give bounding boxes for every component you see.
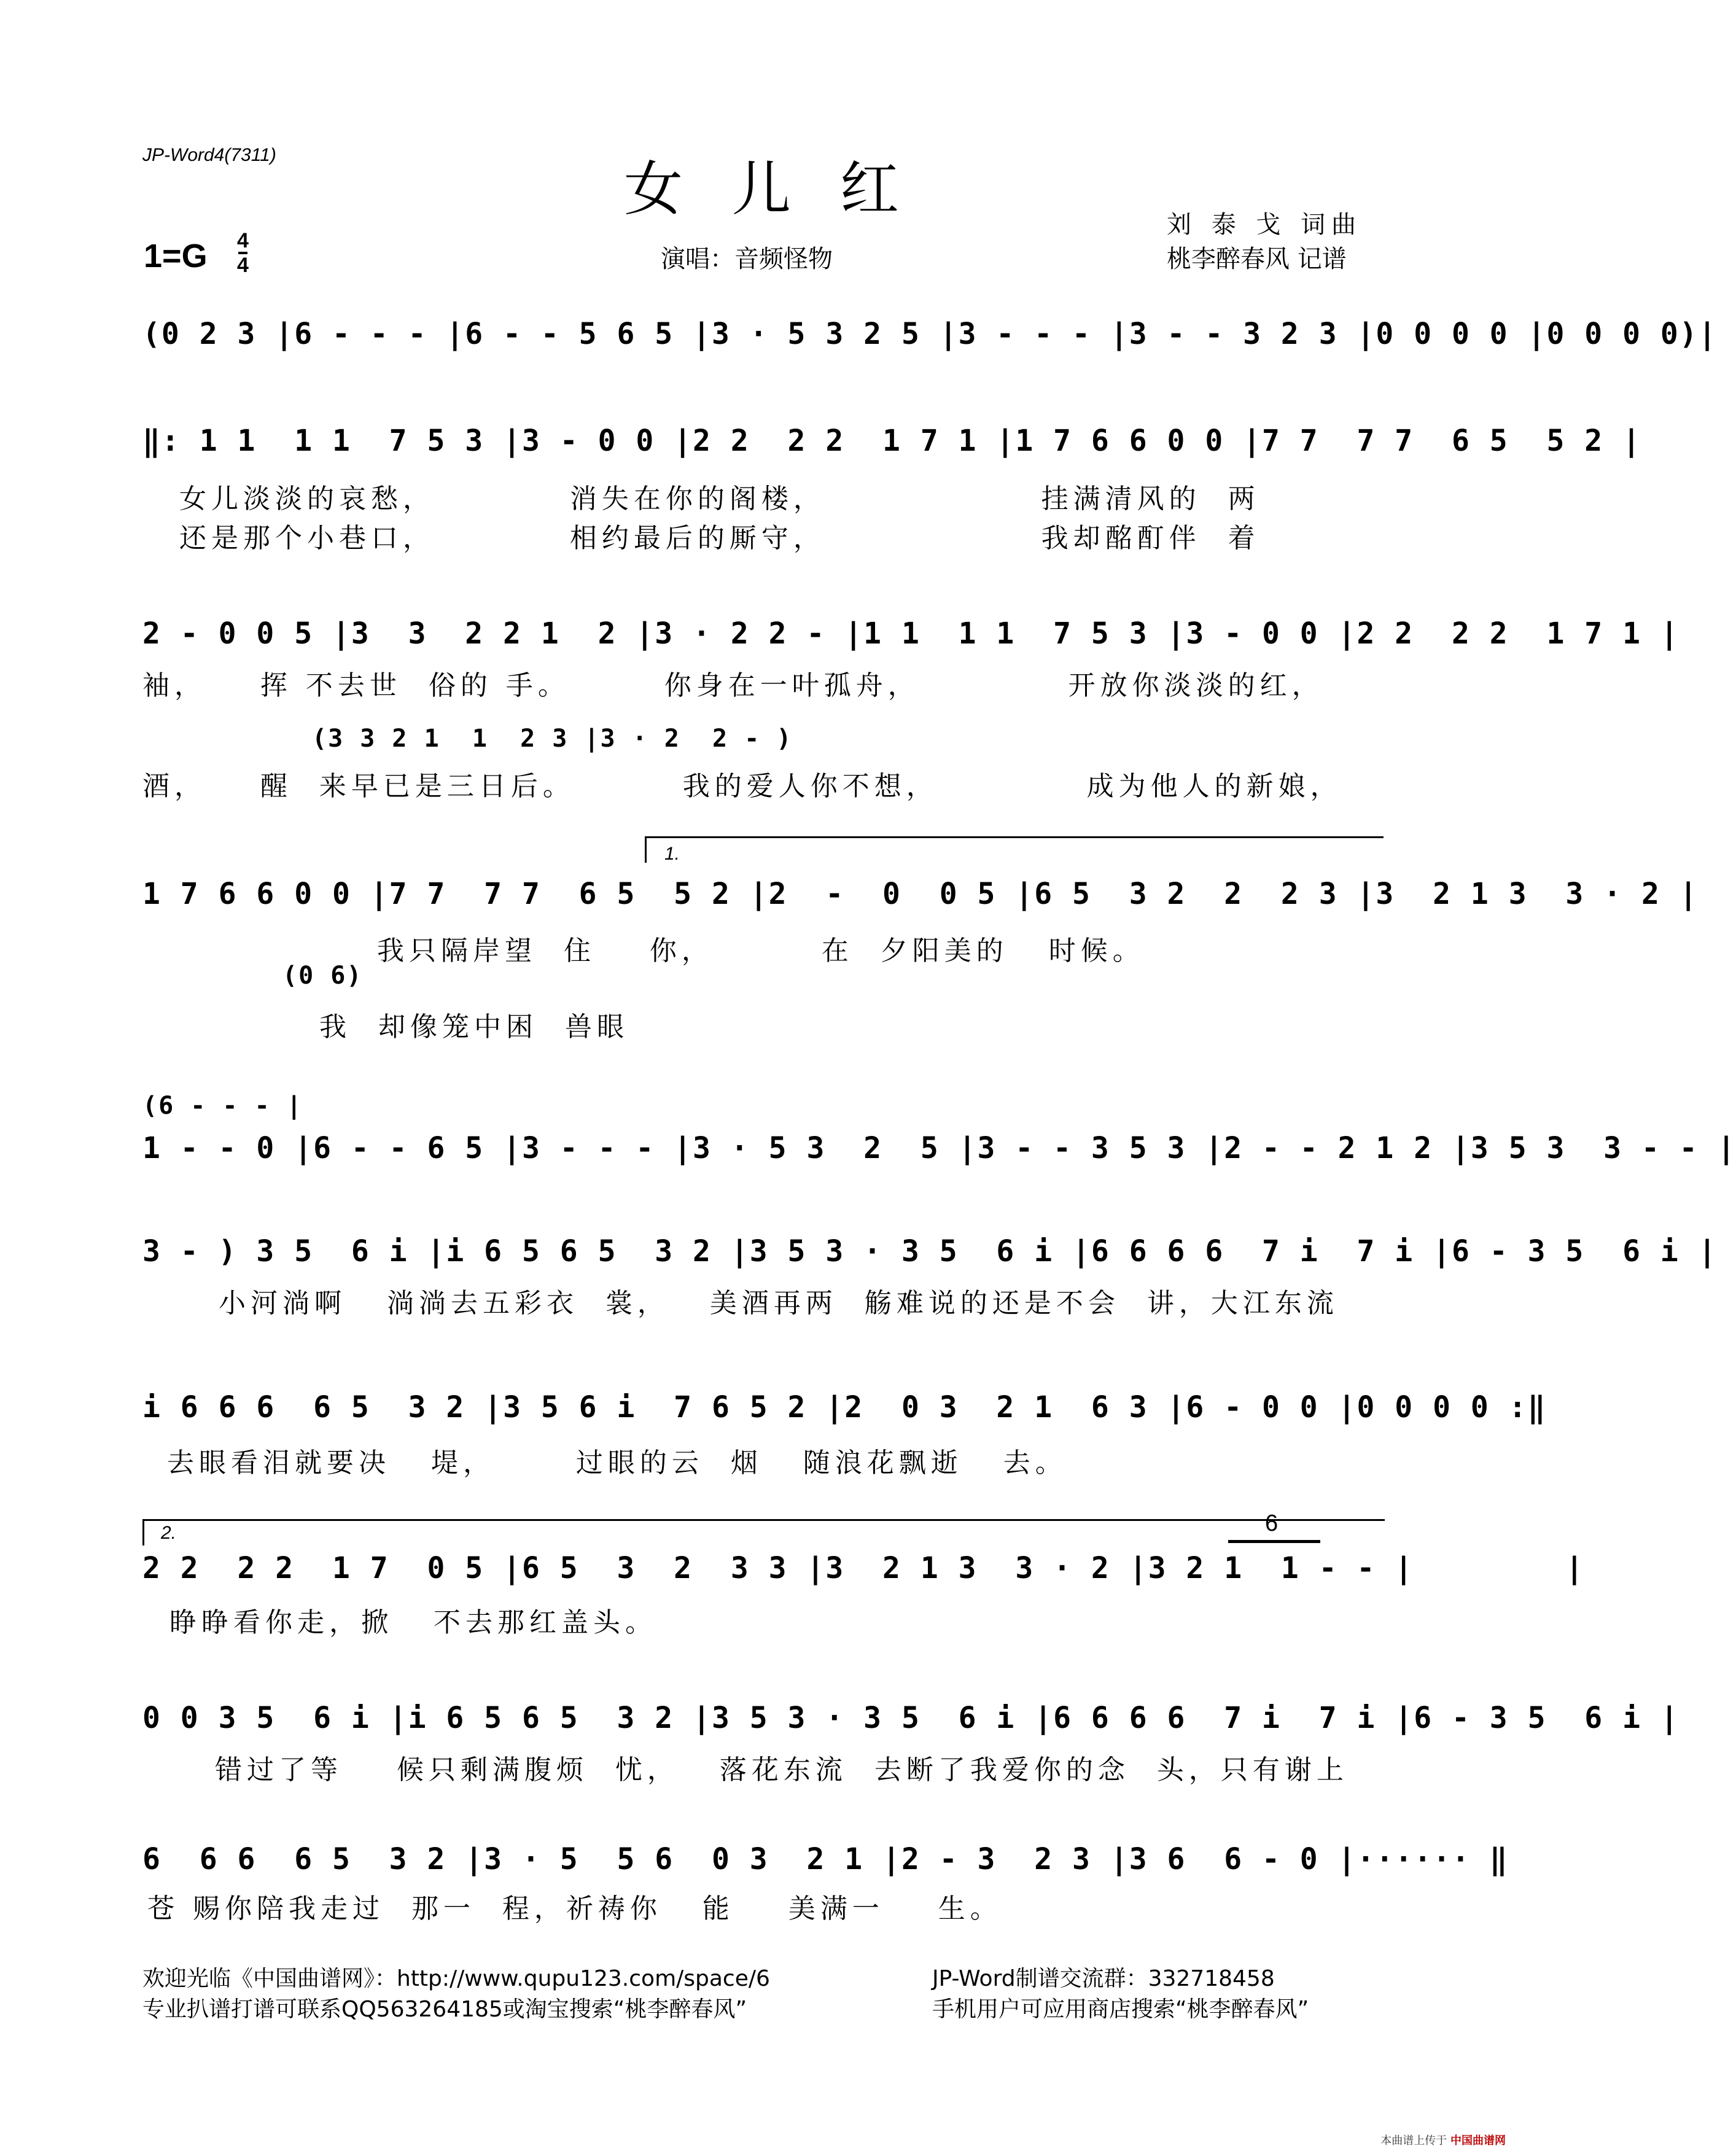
second-ending-bracket — [142, 1519, 1385, 1546]
lyric-line-2b: 酒， 醒 来早已是三日后。 我的爱人你不想， 成为他人的新娘， — [142, 771, 1342, 802]
footer-app-store: 手机用户可应用商店搜索“桃李醉春风” — [932, 1997, 1309, 2022]
software-label: JP-Word4(7311) — [142, 145, 276, 165]
lyric-line-1a: 女儿淡淡的哀愁， 消失在你的阁楼， 挂满清风的 两 — [179, 483, 1260, 515]
singer: 演唱：音频怪物 — [661, 245, 833, 273]
score-row-2: 2 - 0 0 5 |3 3 2 2 1 2 |3 · 2 2 - |1 1 1 1 7 5 3 |3 - 0 0 |2 2 2 2 1 7 1 | — [142, 616, 1680, 651]
upload-stamp — [1380, 2132, 1506, 2148]
key-signature: 1=G — [144, 238, 208, 274]
time-signature-bottom: 4 — [237, 254, 249, 277]
tuplet-bracket — [1228, 1540, 1320, 1543]
first-ending-label: 1. — [664, 844, 680, 864]
tuplet-number: 6 — [1265, 1511, 1279, 1536]
lyric-line-9: 苍 赐你陪我走过 那一 程，祈祷你 能 美满一 生。 — [147, 1893, 1002, 1924]
score-row-6: i 6 6 6 6 5 3 2 |3 5 6 i 7 6 5 2 |2 0 3 2 1 6 3 |6 - 0 0 |0 0 0 0 :‖ — [142, 1390, 1547, 1425]
score-row-8: 0 0 3 5 6 i |i 6 5 6 5 3 2 |3 5 3 · 3 5 6 i |6 6 6 6 7 i 7 i |6 - 3 5 6 i | — [142, 1701, 1680, 1735]
footer-contact: 专业扒谱打谱可联系QQ563264185或淘宝搜索“桃李醉春风” — [142, 1997, 747, 2022]
lyric-line-6: 去眼看泪就要决 堤， 过眼的云 烟 随浪花飘逝 去。 — [167, 1447, 1067, 1479]
first-ending-bracket — [645, 836, 1384, 863]
score-row-7: 2 2 2 2 1 7 0 5 |6 5 3 2 3 3 |3 2 1 3 3 · 2 |3 2 1 1 - - | | — [142, 1551, 1585, 1585]
lyric-line-3a: 我只隔岸望 住 你， 在 夕阳美的 时候。 — [377, 935, 1145, 966]
upload-stamp-prefix: 本曲谱上传于 — [1380, 2134, 1447, 2147]
lyric-line-8: 错过了等 候只剩满腹烦 忧， 落花东流 去断了我爱你的念 头，只有谢上 — [215, 1754, 1349, 1786]
song-title: 女儿红 — [624, 155, 948, 224]
lyric-line-3b: 我 却像笼中困 兽眼 — [319, 1011, 629, 1043]
score-row-1: ‖: 1 1 1 1 7 5 3 |3 - 0 0 |2 2 2 2 1 7 1 |1 7 6 6 0 0 |7 7 7 7 6 5 5 2 | — [142, 424, 1641, 458]
score-row-intro: (0 2 3 |6 - - - |6 - - 5 6 5 |3 · 5 3 2 5 |3 - - - |3 - - 3 2 3 |0 0 0 0 |0 0 0 0)| — [142, 317, 1718, 351]
footer-website: 欢迎光临《中国曲谱网》：http://www.qupu123.com/space/6 — [142, 1966, 770, 1991]
score-row-3-alt: (0 6) — [282, 962, 363, 990]
transcriber: 桃李醉春风 记谱 — [1167, 245, 1347, 273]
second-ending-label: 2. — [161, 1523, 177, 1543]
time-signature — [237, 230, 249, 276]
footer-qq-group: JP-Word制谱交流群：332718458 — [932, 1966, 1275, 1991]
score-row-9: 6 6 6 6 5 3 2 |3 · 5 5 6 0 3 2 1 |2 - 3 2 3 |3 6 6 - 0 |······ ‖ — [142, 1842, 1509, 1876]
time-signature-top: 4 — [237, 229, 249, 252]
lyric-line-5: 小河淌啊 淌淌去五彩衣 裳， 美酒再两 觞难说的还是不会 讲，大江东流 — [219, 1288, 1339, 1319]
score-row-4: 1 - - 0 |6 - - 6 5 |3 - - - |3 · 5 3 2 5 |3 - - 3 5 3 |2 - - 2 1 2 |3 5 3 3 - - | — [142, 1131, 1736, 1165]
upload-stamp-brand: 中国曲谱网 — [1450, 2134, 1506, 2147]
lyric-line-7: 睁睁看你走，掀 不去那红盖头。 — [169, 1607, 657, 1638]
lyric-line-2a: 袖， 挥 不去世 俗的 手。 你身在一叶孤舟， 开放你淡淡的红， — [142, 670, 1324, 701]
score-row-3: 1 7 6 6 0 0 |7 7 7 7 6 5 5 2 |2 - 0 0 5 |6 5 3 2 2 2 3 |3 2 1 3 3 · 2 | — [142, 877, 1699, 911]
score-row-5: 3 - ) 3 5 6 i |i 6 5 6 5 3 2 |3 5 3 · 3 5 6 i |6 6 6 6 7 i 7 i |6 - 3 5 6 i | — [142, 1234, 1718, 1269]
score-row-2-alt: (3 3 2 1 1 2 3 |3 · 2 2 - ) — [312, 725, 793, 753]
lyric-line-1b: 还是那个小巷口， 相约最后的厮守， 我却酩酊伴 着 — [179, 523, 1260, 554]
score-row-4-alt: (6 - - - | — [142, 1092, 303, 1120]
lyricist-composer: 刘 泰 戈 词曲 — [1167, 211, 1363, 239]
